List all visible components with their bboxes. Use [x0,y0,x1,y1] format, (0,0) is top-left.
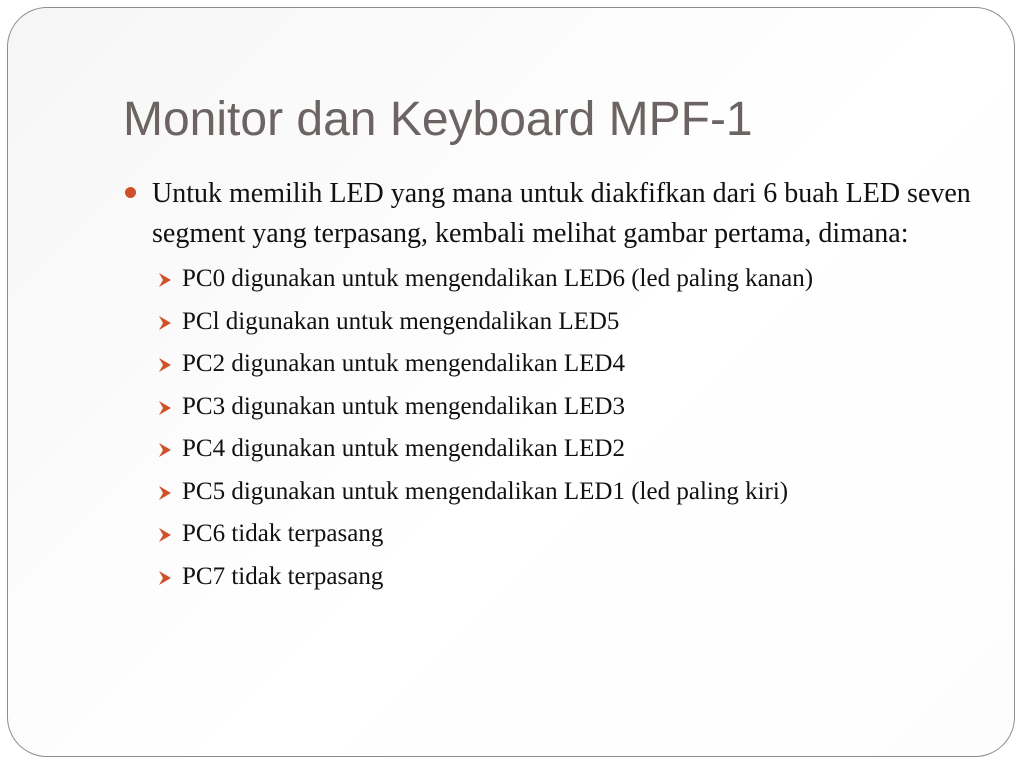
arrow-bullet-icon [158,442,178,458]
list-item [158,343,973,386]
arrow-bullet-icon [158,357,178,373]
list-item [158,386,973,429]
sub-bullet-list [123,258,973,598]
list-item [158,513,973,556]
slide-title: Monitor dan Keyboard MPF-1 [123,93,753,146]
list-item [158,556,973,599]
arrow-bullet-icon [158,400,178,416]
list-item-text: PC2 digunakan untuk mengendalikan LED4 [182,350,625,377]
slide-frame [7,7,1015,757]
arrow-bullet-icon [158,485,178,501]
arrow-bullet-icon [158,315,178,331]
list-item-text: PCl digunakan untuk mengendalikan LED5 [182,307,620,335]
list-item [158,471,973,514]
arrow-bullet-icon [158,272,178,288]
list-item-text: PC6 tidak terpasang [182,520,384,547]
main-bullet [123,174,973,254]
list-item [158,258,973,301]
arrow-bullet-icon [158,570,178,586]
list-item [158,428,973,471]
arrow-bullet-icon [158,527,178,543]
list-item-text: PC5 digunakan untuk mengendalikan LED1 (led paling kiri) [182,477,789,505]
main-bullet-text: Untuk memilih LED yang mana untuk diakfifkan dari 6 buah LED seven segment yang terpasang, kembali melihat gambar pertama, dimana: [152,178,971,249]
list-item-text: PC4 digunakan untuk mengendalikan LED2 [182,435,625,462]
list-item-text: PC7 tidak terpasang [182,562,384,590]
list-item-text: PC0 digunakan untuk mengendalikan LED6 (led paling kanan) [182,265,814,292]
list-item [158,301,973,344]
list-item-text: PC3 digunakan untuk mengendalikan LED3 [182,392,625,420]
bullet-dot-icon [125,187,136,198]
slide-body [123,174,973,598]
